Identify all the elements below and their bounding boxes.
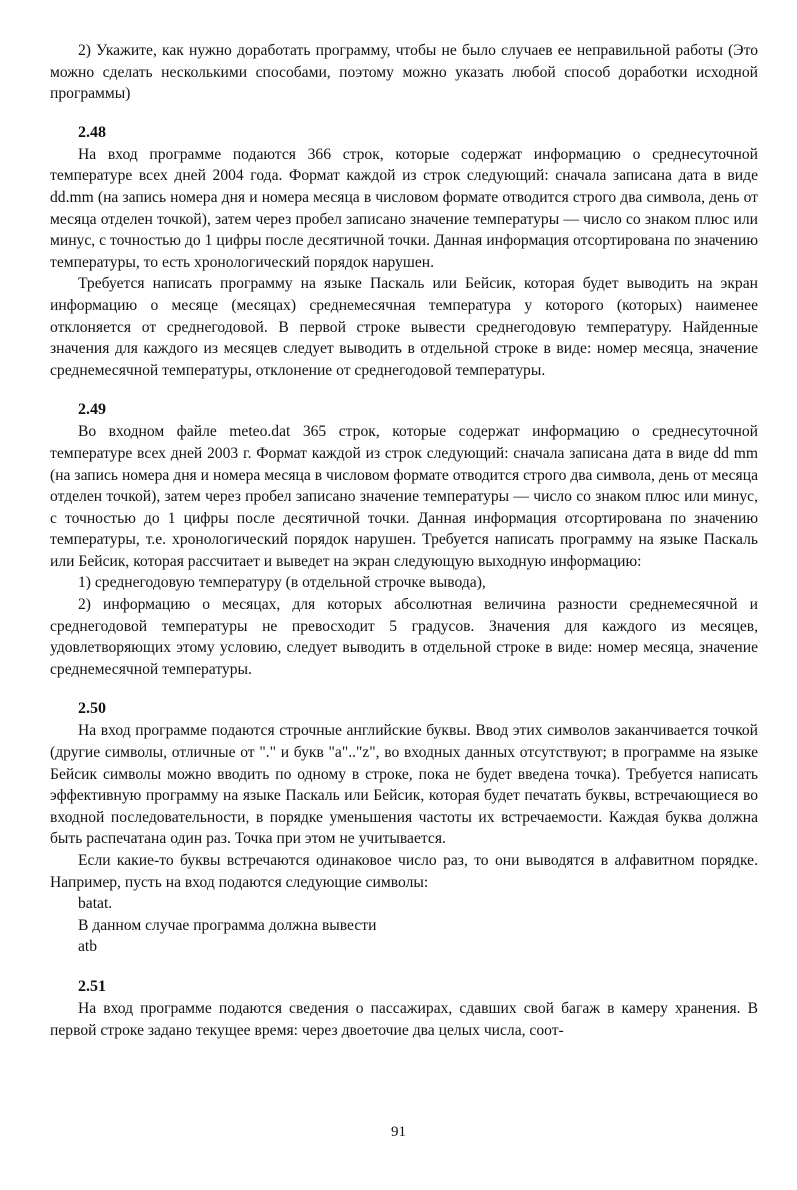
- section-number: 2.50: [78, 700, 106, 718]
- section-number: 2.48: [78, 123, 106, 141]
- section-list-item: 2) информацию о месяцах, для которых абсолютная величина разности среднемесячной и среднегодовой температуры не превосходит 5 градусов. Значения для каждого из месяцев, удовлетворяющих этому условию, следует выводить в отдельной строке в виде: номер месяца, значение среднемесячной температуры.: [50, 596, 758, 678]
- section-list-item: 1) среднегодовую температуру (в отдельной строчке вывода),: [78, 574, 486, 592]
- section-paragraph: На вход программе подаются 366 строк, которые содержат информацию о среднесуточной температуре всех дней 2004 года. Формат каждой из строк следующий: сначала записана дата в виде dd.mm (на запись номера дня и номера месяца в числовом формате отводится строго два символа, день от месяца отделен точкой), затем через пробел записано значение температуры — число со знаком плюс или минус, с точностью до 1 цифры после десятичной точки. Данная информация отсортирована по значению температуры, то есть хронологический порядок нарушен.: [50, 145, 758, 271]
- section-number: 2.51: [78, 977, 106, 995]
- section-paragraph: Если какие-то буквы встречаются одинаковое число раз, то они выводятся в алфавитном порядке. Например, пусть на вход подаются следующие символы:: [50, 852, 758, 891]
- section-paragraph: Требуется написать программу на языке Паскаль или Бейсик, которая будет выводить на экран информацию о месяце (месяцах) среднемесячная температура у которого (которых) наименее отклоняется от среднегодовой. В первой строке вывести среднегодовую температуру. Найденные значения для каждого из месяцев следует выводить в отдельной строке в виде: номер месяца, значение среднемесячной температуры, отклонение от среднегодовой температуры.: [50, 275, 758, 379]
- example-output: atb: [78, 938, 98, 956]
- section-paragraph: На вход программе подаются строчные английские буквы. Ввод этих символов заканчивается точкой (другие символы, отличные от "." и букв "a".."z", во входных данных отсутствуют; в программе на языке Бейсик символы можно вводить по одному в строке, пока не будет введена точка). Требуется написать эффективную программу на языке Паскаль или Бейсик, которая будет печатать буквы, встречающиеся во входной последовательности, в порядке уменьшения частоты их встречаемости. Каждая буква должна быть распечатана один раз. Точка при этом не учитывается.: [50, 722, 758, 848]
- section-2-50: [50, 698, 758, 958]
- section-2-51: [50, 976, 758, 1041]
- example-note: В данном случае программа должна вывести: [78, 916, 377, 934]
- section-2-49: [50, 399, 758, 680]
- section-paragraph: На вход программе подаются сведения о пассажирах, сдавших свой багаж в камеру хранения. В первой строке задано текущее время: через двоеточие два целых числа, соот-: [50, 999, 758, 1039]
- section-paragraph: Во входном файле meteo.dat 365 строк, которые содержат информацию о среднесуточной температуре всех дней 2003 г. Формат каждой из строк следующий: сначала записана дата в виде dd mm (на запись номера дня и номера месяца в числовом формате отводится строго два символа, день от месяца отделен точкой), затем через пробел записано значение температуры — число со знаком плюс или минус, с точностью до 1 цифры после десятичной точки. Данная информация отсортирована по значению температуры, т.е. хронологический порядок нарушен. Требуется написать программу на языке Паскаль или Бейсик, которая рассчитает и выведет на экран следующую выходную информацию:: [50, 423, 758, 570]
- document-page: [50, 40, 758, 1041]
- section-number: 2.49: [78, 401, 106, 419]
- section-2-48: [50, 122, 758, 382]
- example-input: batat.: [78, 895, 113, 913]
- intro-paragraph: 2) Укажите, как нужно доработать программу, чтобы не было случаев ее неправильной работы (Это можно сделать несколькими способами, поэтому можно указать любой способ доработки исходной программы): [50, 42, 758, 103]
- page-number: 91: [391, 1124, 406, 1140]
